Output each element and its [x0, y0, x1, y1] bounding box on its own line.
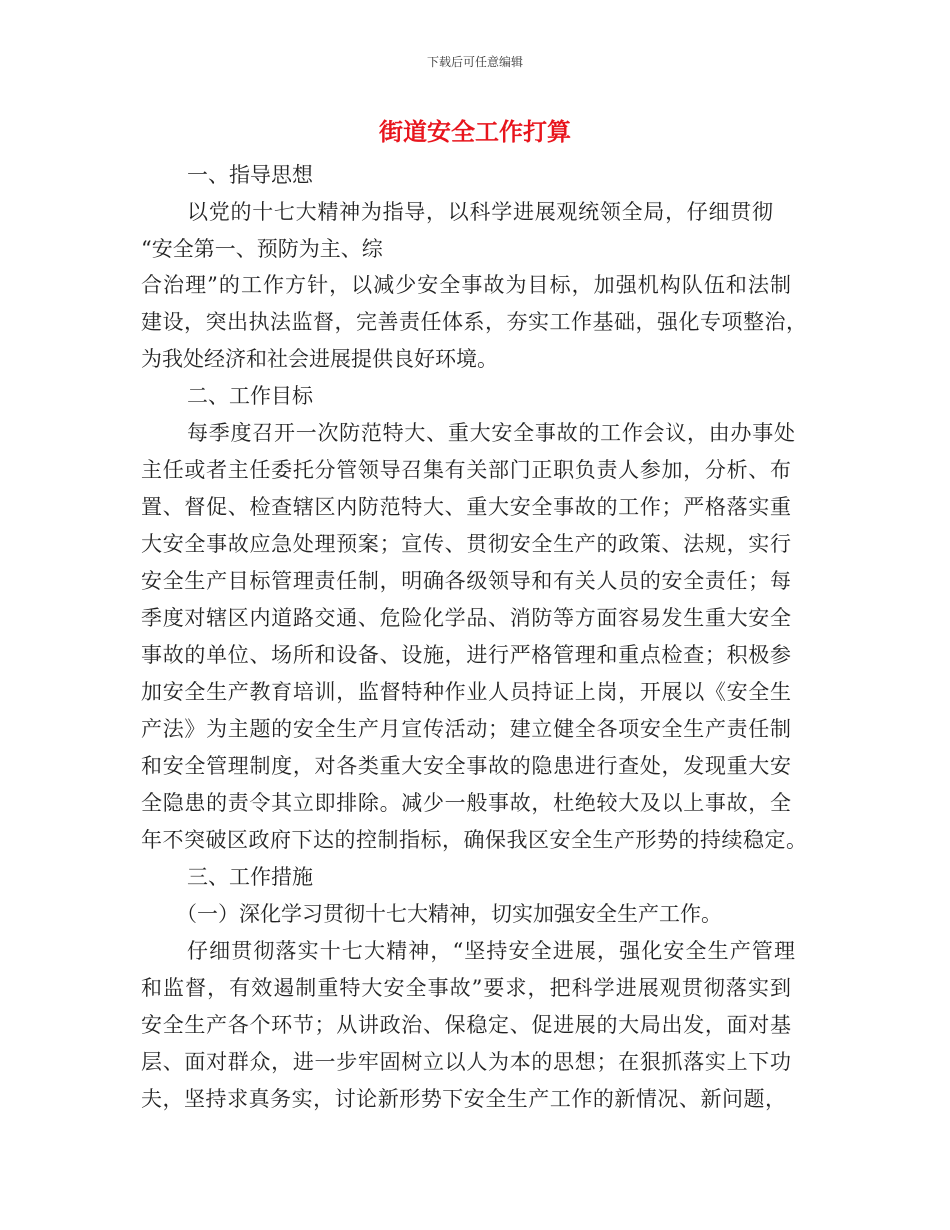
paragraph-line: 层、面对群众，进一步牢固树立以人为本的思想；在狠抓落实上下功 [141, 1050, 791, 1074]
paragraph-line: 夫，坚持求真务实，讨论新形势下安全生产工作的新情况、新问题， [141, 1087, 786, 1111]
paragraph-line: 以党的十七大精神为指导，以科学进展观统领全局，仔细贯彻 [187, 200, 773, 224]
paragraph-line: 每季度召开一次防范特大、重大安全事故的工作会议，由办事处 [187, 421, 795, 445]
paragraph-line: 大安全事故应急处理预案；宣传、贯彻安全生产的政策、法规，实行 [141, 532, 791, 556]
subsection-heading: （一）深化学习贯彻十七大精神，切实加强安全生产工作。 [176, 902, 722, 926]
paragraph-line: 安全生产各个环节；从讲政治、保稳定、促进展的大局出发，面对基 [141, 1013, 791, 1037]
paragraph-line: 主任或者主任委托分管领导召集有关部门正职负责人参加，分析、布 [141, 458, 791, 482]
header-note: 下载后可任意编辑 [426, 55, 523, 69]
paragraph-line: 安全生产目标管理责任制，明确各级领导和有关人员的安全责任；每 [141, 569, 791, 593]
paragraph-line: 置、督促、检查辖区内防范特大、重大安全事故的工作；严格落实重 [141, 495, 791, 519]
paragraph-line: 建设，突出执法监督，完善责任体系，夯实工作基础，强化专项整治， [141, 310, 807, 334]
paragraph-line: 为我处经济和社会进展提供良好环境。 [141, 347, 498, 371]
paragraph-line: 季度对辖区内道路交通、危险化学品、消防等方面容易发生重大安全 [141, 606, 791, 630]
section-heading: 一、指导思想 [187, 163, 313, 187]
section-heading: 二、工作目标 [187, 384, 313, 408]
paragraph-line: 产法》为主题的安全生产月宣传活动；建立健全各项安全生产责任制 [141, 717, 791, 741]
paragraph-line: 全隐患的责令其立即排除。减少一般事故，杜绝较大及以上事故，全 [141, 791, 791, 815]
paragraph-line: 合治理”的工作方针，以减少安全事故为目标，加强机构队伍和法制 [141, 273, 791, 297]
paragraph-line: 年不突破区政府下达的控制指标，确保我区安全生产形势的持续稳定。 [141, 828, 807, 852]
document-title: 街道安全工作打算 [379, 118, 571, 146]
paragraph-line: 和监督，有效遏制重特大安全事故”要求，把科学进展观贯彻落实到 [141, 976, 791, 1000]
paragraph-line: “安全第一、预防为主、综 [141, 237, 383, 261]
section-heading: 三、工作措施 [187, 865, 313, 889]
paragraph-line: 事故的单位、场所和设备、设施，进行严格管理和重点检查；积极参 [141, 643, 791, 667]
paragraph-line: 仔细贯彻落实十七大精神，“坚持安全进展，强化安全生产管理 [187, 939, 795, 963]
paragraph-line: 和安全管理制度，对各类重大安全事故的隐患进行查处，发现重大安 [141, 754, 791, 778]
paragraph-line: 加安全生产教育培训，监督特种作业人员持证上岗，开展以《安全生 [141, 680, 791, 704]
